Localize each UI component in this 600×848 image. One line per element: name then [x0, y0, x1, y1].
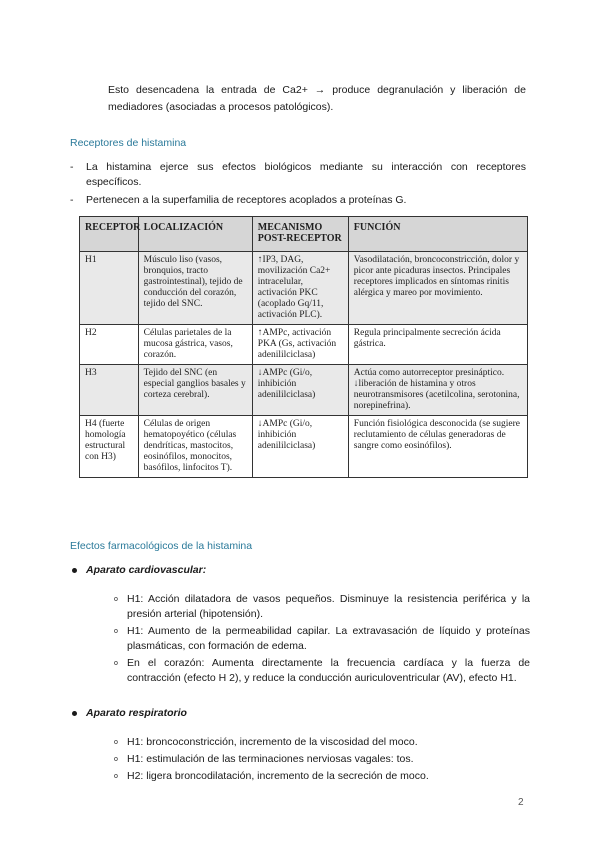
list-item: o H1: estimulación de las terminaciones nerviosas vagales: tos.: [127, 752, 530, 767]
receptors-table: [79, 216, 528, 478]
resp-list: [70, 735, 530, 784]
cell-receptor: H3: [80, 365, 139, 416]
cell-receptor: H1: [80, 252, 139, 325]
intro-paragraph: Esto desencadena la entrada de Ca2+ → produce degranulación y liberación de mediadores (asociadas a procesos patológicos).: [108, 83, 526, 113]
table-row: [80, 416, 528, 478]
header-receptor: RECEPTOR: [80, 217, 139, 252]
cell-localizacion: Células parietales de la mucosa gástrica, vasos, corazón.: [138, 325, 252, 365]
list-item: o H1: Aumento de la permeabilidad capilar. La extravasación de líquido y proteínas plasmáticas, con formación de edema.: [127, 624, 530, 654]
cardio-list: [70, 592, 530, 686]
cardio-section: [70, 563, 530, 688]
header-funcion: FUNCIÓN: [348, 217, 527, 252]
cell-funcion: Regula principalmente secreción ácida gástrica.: [348, 325, 527, 365]
table-row: [80, 325, 528, 365]
cell-localizacion: Células de origen hematopoyético (células dendríticas, mastocitos, eosinófilos, monocitos, basófilos, linfocitos T).: [138, 416, 252, 478]
section-title-efectos: Efectos farmacológicos de la histamina: [70, 540, 253, 552]
cell-mecanismo: ↑IP3, DAG, movilización Ca2+ intracelular, activación PKC (acoplado Gq/11, activación PLC).: [252, 252, 348, 325]
cell-mecanismo: ↓AMPc (Gi/o, inhibición adenililciclasa): [252, 365, 348, 416]
section-title-receptores: Receptores de histamina: [70, 137, 187, 149]
cell-mecanismo: ↑AMPc, activación PKA (Gs, activación adenililciclasa): [252, 325, 348, 365]
table-row: [80, 252, 528, 325]
cell-receptor: H2: [80, 325, 139, 365]
list-item: o H1: broncoconstricción, incremento de la viscosidad del moco.: [127, 735, 530, 750]
list-item: o En el corazón: Aumenta directamente la frecuencia cardíaca y la fuerza de contracción (efecto H 2), y reduce la conducción auriculoventricular (AV), efecto H1.: [127, 656, 530, 686]
cell-receptor: H4 (fuerte homología estructural con H3): [80, 416, 139, 478]
list-item: - La histamina ejerce sus efectos biológicos mediante su interacción con receptores específicos.: [70, 160, 526, 190]
cell-funcion: Vasodilatación, broncoconstricción, dolor y picor ante picaduras insectos. Principales receptores implicados en síntomas rinitis alérgica y mareo por movimiento.: [348, 252, 527, 325]
list-item: - Pertenecen a la superfamilia de receptores acoplados a proteínas G.: [70, 193, 526, 208]
list-item: o H1: Acción dilatadora de vasos pequeños. Disminuye la resistencia periférica y la presión arterial (hipotensión).: [127, 592, 530, 622]
resp-heading: Aparato respiratorio: [70, 706, 530, 721]
header-localizacion: LOCALIZACIÓN: [138, 217, 252, 252]
header-mecanismo: MECANISMO POST-RECEPTOR: [252, 217, 348, 252]
cell-localizacion: Tejido del SNC (en especial ganglios basales y corteza cerebral).: [138, 365, 252, 416]
cell-funcion: Función fisiológica desconocida (se sugiere reclutamiento de células generadoras de sangre como eosinófilos).: [348, 416, 527, 478]
table-header-row: [80, 217, 528, 252]
receptores-list: [70, 160, 526, 211]
cell-localizacion: Músculo liso (vasos, bronquios, tracto gastrointestinal), tejido de conducción del corazón, tejido del SNC.: [138, 252, 252, 325]
cardio-heading: Aparato cardiovascular:: [70, 563, 530, 578]
cell-mecanismo: ↓AMPc (Gi/o, inhibición adenililciclasa): [252, 416, 348, 478]
resp-section: [70, 706, 530, 786]
cell-funcion: Actúa como autorreceptor presináptico. ↓liberación de histamina y otros neurotransmisores (acetilcolina, serotonina, norepinefrina).: [348, 365, 527, 416]
page-number: 2: [518, 797, 524, 808]
list-item: o H2: ligera broncodilatación, incremento de la secreción de moco.: [127, 769, 530, 784]
table-row: [80, 365, 528, 416]
